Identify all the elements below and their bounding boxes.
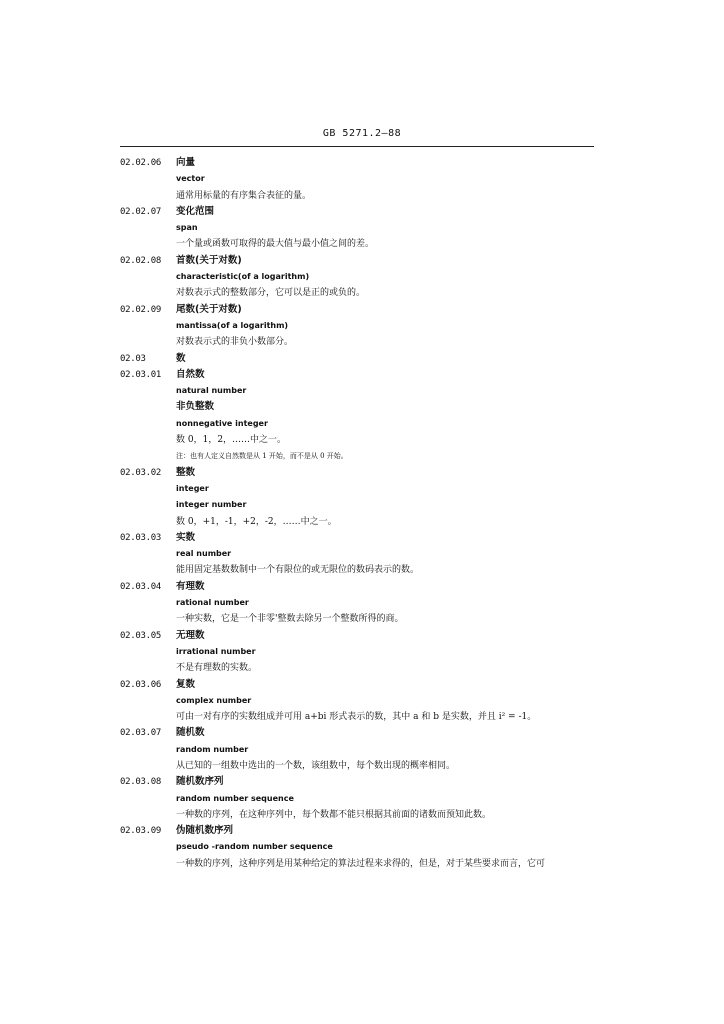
definition: 不是有理数的实数。 — [176, 663, 258, 674]
entry-line — [0, 644, 724, 660]
entry-line — [0, 856, 724, 872]
entry-number: 02.03 — [120, 353, 146, 364]
glossary-entry — [0, 579, 724, 628]
note: 注：也有人定义自然数是从 1 开始，而不是从 0 开始。 — [176, 452, 348, 461]
term-chinese: 自然数 — [176, 368, 205, 380]
entry-line — [0, 677, 724, 693]
entry-line — [0, 302, 724, 318]
term-english: real number — [176, 549, 232, 559]
definition: 从已知的一组数中选出的一个数，该组数中，每个数出现的概率相同。 — [176, 760, 456, 771]
term-chinese: 随机数序列 — [176, 776, 224, 788]
glossary-entry — [0, 823, 724, 872]
entry-line — [0, 383, 724, 399]
entry-line — [0, 253, 724, 269]
entry-number: 02.03.01 — [120, 369, 161, 380]
term-english: integer — [176, 483, 209, 493]
entry-line — [0, 562, 724, 578]
glossary-entry — [0, 253, 724, 302]
term-english: natural number — [176, 386, 247, 396]
entry-number: 02.03.05 — [120, 630, 161, 641]
definition: 对数表示式的非负小数部分。 — [176, 337, 294, 348]
entry-line — [0, 530, 724, 546]
term-english: pseudo -random number sequence — [176, 842, 333, 852]
entry-line — [0, 807, 724, 823]
definition: 通常用标量的有序集合表征的量。 — [176, 190, 312, 201]
term-english: characteristic(of a logarithm) — [176, 272, 310, 282]
entry-number: 02.03.09 — [120, 826, 161, 837]
glossary-entry — [0, 465, 724, 530]
definition: 一种数的序列，这种序列是用某种给定的算法过程来求得的，但是，对于某些要求而言，它可 — [176, 858, 546, 869]
entry-line — [0, 595, 724, 611]
term-chinese: 随机数 — [176, 727, 205, 739]
entry-line — [0, 791, 724, 807]
entry-line — [0, 823, 724, 839]
term-chinese: 向量 — [176, 157, 196, 168]
term-english: span — [176, 223, 198, 233]
definition: 能用固定基数数制中一个有限位的或无限位的数码表示的数。 — [176, 565, 420, 576]
term-chinese: 首数(关于对数) — [176, 254, 242, 266]
entry-line — [0, 514, 724, 530]
entry-number: 02.02.06 — [120, 158, 161, 168]
entry-line — [0, 693, 724, 709]
glossary-entry — [0, 351, 724, 367]
entry-line — [0, 204, 724, 220]
term-chinese: 变化范围 — [176, 205, 215, 217]
term-english: random number — [176, 744, 249, 754]
glossary-entries — [0, 155, 724, 872]
term-chinese: 无理数 — [176, 629, 205, 641]
term-chinese: 整数 — [176, 466, 196, 478]
entry-line — [0, 481, 724, 497]
glossary-entry — [0, 725, 724, 774]
entry-number: 02.03.08 — [120, 777, 161, 788]
glossary-entry — [0, 774, 724, 823]
definition: 数 0，+1，-1，+2，-2，……中之一。 — [176, 516, 337, 527]
entry-line — [0, 220, 724, 236]
term-chinese: 数 — [176, 352, 186, 364]
entry-line — [0, 660, 724, 676]
glossary-entry — [0, 302, 724, 351]
entry-line — [0, 758, 724, 774]
entry-line — [0, 742, 724, 758]
entry-number: 02.03.07 — [120, 728, 161, 739]
definition: 一种数的序列，在这种序列中，每个数都不能只根据其前面的诸数而预知此数。 — [176, 809, 492, 820]
term-chinese: 复数 — [176, 678, 196, 690]
glossary-entry — [0, 204, 724, 253]
entry-line — [0, 188, 724, 204]
entry-line — [0, 318, 724, 334]
term-english: vector — [176, 174, 205, 184]
entry-number: 02.02.08 — [120, 255, 161, 266]
entry-line — [0, 399, 724, 415]
entry-number: 02.03.04 — [120, 581, 161, 592]
entry-line — [0, 171, 724, 187]
glossary-entry — [0, 155, 724, 204]
entry-line — [0, 709, 724, 725]
page-header: GB 5271.2—88 — [322, 128, 402, 139]
entry-line — [0, 611, 724, 627]
entry-line — [0, 155, 724, 171]
term-english: complex number — [176, 695, 252, 705]
entry-line — [0, 839, 724, 855]
term-english: integer number — [176, 500, 247, 510]
entry-number: 02.03.03 — [120, 532, 161, 543]
entry-line — [0, 465, 724, 481]
term-english: random number sequence — [176, 793, 294, 803]
entry-line — [0, 269, 724, 285]
term-chinese: 尾数(关于对数) — [176, 303, 242, 315]
entry-number: 02.03.02 — [120, 467, 161, 478]
definition: 一个量或函数可取得的最大值与最小值之间的差。 — [176, 239, 375, 250]
entry-line — [0, 546, 724, 562]
glossary-entry — [0, 677, 724, 726]
term-english: mantissa(of a logarithm) — [176, 320, 289, 330]
header-rule — [120, 146, 594, 147]
term-chinese: 有理数 — [176, 580, 205, 592]
term-chinese: 实数 — [176, 531, 196, 543]
entry-number: 02.02.07 — [120, 206, 161, 217]
entry-line — [0, 416, 724, 432]
term-english: nonnegative integer — [176, 418, 268, 428]
entry-line — [0, 774, 724, 790]
definition: 对数表示式的整数部分，它可以是正的或负的。 — [176, 288, 366, 299]
glossary-entry — [0, 530, 724, 579]
entry-line — [0, 432, 724, 448]
entry-line — [0, 351, 724, 367]
term-english: rational number — [176, 598, 249, 608]
definition: 可由一对有序的实数组成并可用 a+bi 形式表示的数，其中 a 和 b 是实数，并且 i² = -1。 — [176, 712, 537, 723]
term-english: irrational number — [176, 646, 256, 656]
entry-line — [0, 285, 724, 301]
entry-line — [0, 497, 724, 513]
entry-line — [0, 448, 724, 464]
entry-line — [0, 579, 724, 595]
term-chinese: 非负整数 — [176, 401, 215, 413]
glossary-entry — [0, 628, 724, 677]
entry-line — [0, 725, 724, 741]
entry-number: 02.03.06 — [120, 679, 161, 690]
entry-line — [0, 628, 724, 644]
entry-number: 02.02.09 — [120, 304, 161, 315]
definition: 数 0，1，2，……中之一。 — [176, 435, 287, 446]
entry-line — [0, 236, 724, 252]
definition: 一种实数，它是一个非零'整数去除另一个整数所得的商。 — [176, 614, 404, 625]
glossary-entry — [0, 367, 724, 465]
term-chinese: 伪随机数序列 — [176, 825, 234, 837]
entry-line — [0, 334, 724, 350]
entry-line — [0, 367, 724, 383]
